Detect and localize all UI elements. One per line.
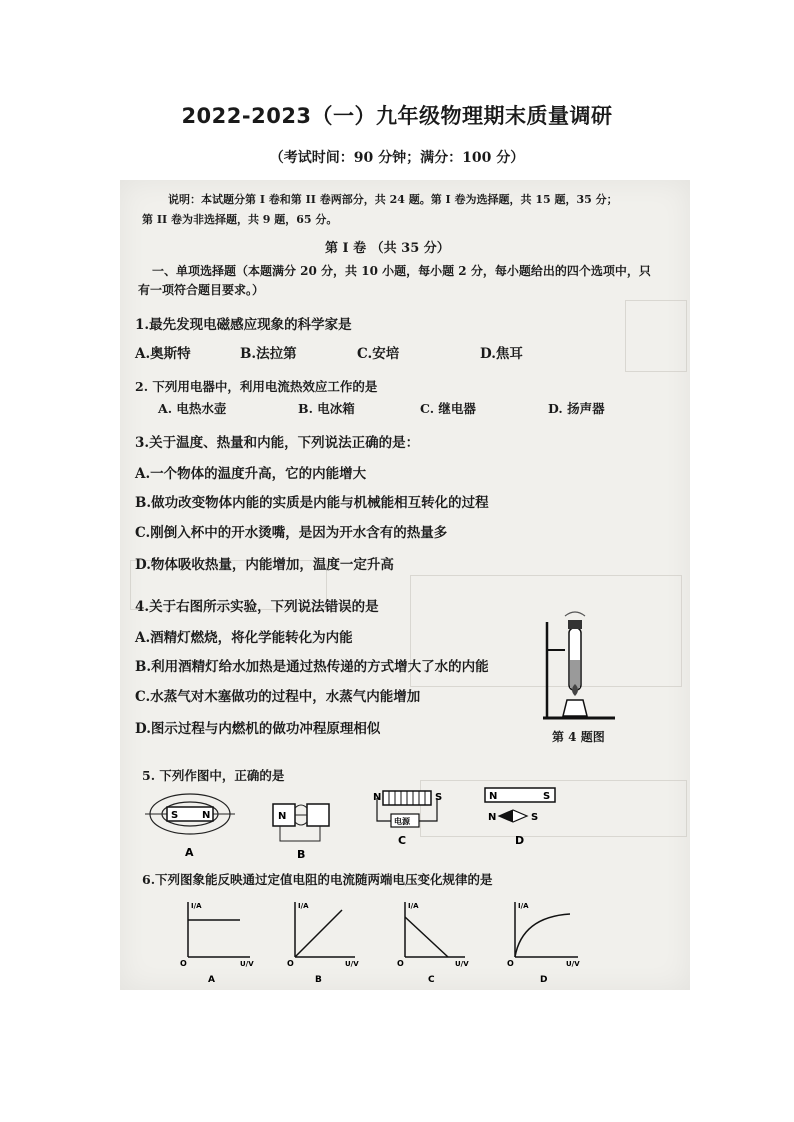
q6-a-origin: O (180, 959, 187, 968)
q5-c-power-label: 电源 (394, 817, 410, 826)
part-instruction-line-2: 有一项符合题目要求。） (138, 283, 265, 297)
question-2-option-c: C. 继电器 (420, 401, 476, 416)
q5-d-needle-s: S (531, 812, 539, 823)
question-1-option-a: A.奥斯特 (135, 346, 191, 362)
q5-label-b: B (297, 848, 306, 861)
q5-c-pole-s: S (435, 792, 443, 803)
q6-d-y-axis: I/A (518, 902, 529, 910)
question-4-option-b: B.利用酒精灯给水加热是通过热传递的方式增大了水的内能 (135, 659, 489, 675)
q6-graph-a (180, 902, 254, 985)
q6-graph-b (287, 902, 359, 985)
q5-figure-a (145, 794, 235, 859)
instruction-line-2: 第 II 卷为非选择题，共 9 题，65 分。 (142, 213, 338, 226)
q5-d-pole-n: N (489, 791, 498, 802)
question-2-option-d: D. 扬声器 (548, 401, 605, 416)
q5-b-pole-n: N (278, 811, 287, 822)
question-3-option-b: B.做功改变物体内能的实质是内能与机械能相互转化的过程 (135, 495, 489, 511)
part-instruction-line-1: 一、单项选择题（本题满分 20 分，共 10 小题，每小题 2 分，每小题给出的四个选项中，只 (152, 264, 651, 278)
question-5-figures (145, 786, 565, 866)
instruction-line-1: 说明：本试题分第 I 卷和第 II 卷两部分，共 24 题。第 I 卷为选择题，共 15 题，35 分； (168, 193, 618, 206)
question-2-stem: 2. 下列用电器中，利用电流热效应工作的是 (135, 379, 378, 394)
question-4-option-d: D.图示过程与内燃机的做功冲程原理相似 (135, 721, 381, 737)
q6-b-x-axis: U/V (345, 960, 359, 968)
q6-a-x-axis: U/V (240, 960, 254, 968)
question-2-option-a: A. 电热水壶 (158, 401, 227, 416)
q6-graph-c (397, 902, 469, 985)
q6-label-c: C (428, 975, 435, 985)
q5-a-pole-s: S (171, 810, 179, 821)
question-2-option-b: B. 电冰箱 (298, 401, 355, 416)
question-1-option-d: D.焦耳 (480, 346, 523, 362)
q6-d-origin: O (507, 959, 514, 968)
question-4-option-a: A.酒精灯燃烧，将化学能转化为内能 (135, 630, 353, 646)
question-3-stem: 3.关于温度、热量和内能，下列说法正确的是： (135, 435, 420, 451)
question-4-option-c: C.水蒸气对木塞做功的过程中，水蒸气内能增加 (135, 689, 421, 705)
q5-c-pole-n: N (373, 792, 382, 803)
question-6-graphs (170, 892, 590, 987)
section-heading: 第 I 卷 （共 35 分） (325, 241, 450, 256)
exam-info: （考试时间：90 分钟；满分：100 分） (269, 150, 525, 166)
q6-c-x-axis: U/V (455, 960, 469, 968)
question-3-option-d: D.物体吸收热量，内能增加，温度一定升高 (135, 557, 394, 573)
q6-label-d: D (540, 975, 548, 985)
question-1-stem: 1.最先发现电磁感应现象的科学家是 (135, 317, 352, 333)
q5-figure-d (485, 788, 555, 847)
page-title: 2022-2023（一）九年级物理期末质量调研 (181, 104, 613, 128)
q5-figure-b (273, 804, 329, 861)
q5-label-d: D (515, 834, 525, 847)
question-1-option-b: B.法拉第 (240, 346, 297, 362)
question-3-option-c: C.刚倒入杯中的开水烫嘴，是因为开水含有的热量多 (135, 525, 448, 541)
question-6-stem: 6.下列图象能反映通过定值电阻的电流随两端电压变化规律的是 (142, 872, 493, 887)
q6-d-x-axis: U/V (566, 960, 580, 968)
question-4-figure (535, 610, 635, 730)
q6-c-origin: O (397, 959, 404, 968)
question-4-stem: 4.关于右图所示实验，下列说法错误的是 (135, 599, 379, 615)
q5-a-pole-n: N (202, 810, 211, 821)
q5-d-needle-n: N (488, 812, 497, 823)
q6-graph-d (507, 902, 580, 985)
q5-d-pole-s: S (543, 791, 551, 802)
question-5-stem: 5. 下列作图中，正确的是 (142, 768, 285, 783)
q6-c-y-axis: I/A (408, 902, 419, 910)
q6-b-y-axis: I/A (298, 902, 309, 910)
q6-a-y-axis: I/A (191, 902, 202, 910)
question-4-figure-caption: 第 4 题图 (552, 730, 605, 744)
q5-label-a: A (185, 846, 194, 859)
scanned-exam-page (120, 180, 690, 990)
q5-figure-c (373, 791, 442, 847)
q5-label-c: C (398, 834, 407, 847)
q6-label-b: B (315, 975, 322, 985)
q6-b-origin: O (287, 959, 294, 968)
q6-label-a: A (208, 975, 215, 985)
question-1-option-c: C.安培 (357, 346, 400, 362)
question-3-option-a: A.一个物体的温度升高，它的内能增大 (135, 466, 367, 482)
